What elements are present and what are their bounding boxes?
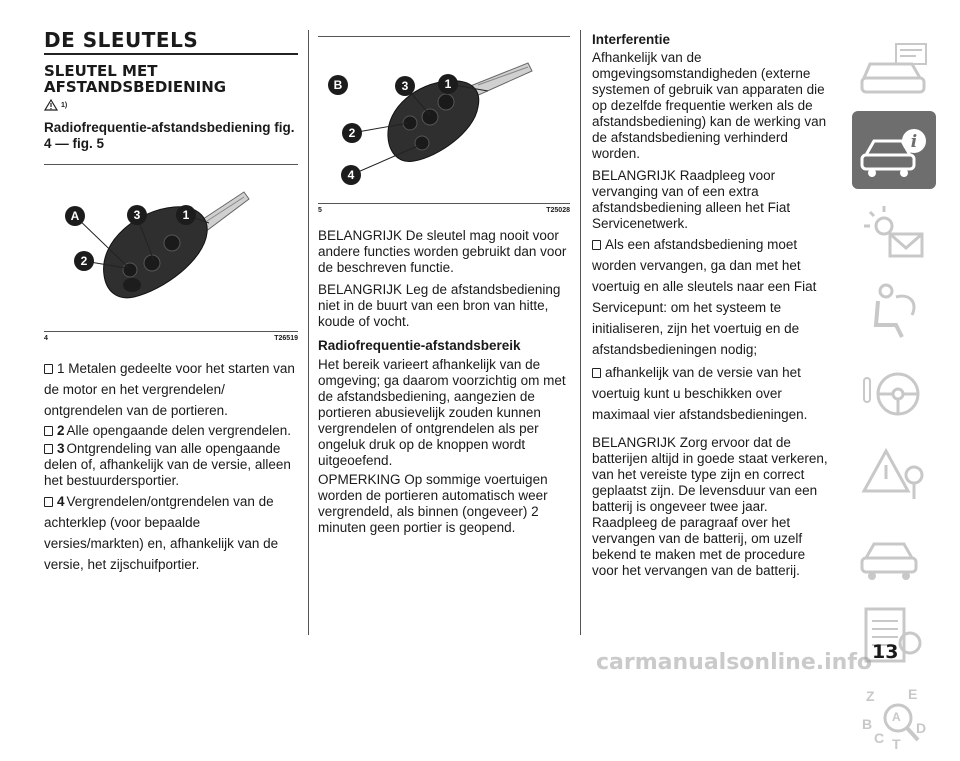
callout-2: 2 [348, 126, 356, 140]
list-item: 3 Ontgrendeling van alle opengaande delen of, afhankelijk van de versie, alleen het bestuurdersportier. [44, 441, 291, 488]
paragraph: BELANGRIJK De sleutel mag nooit voor andere functies worden gebruikt dan voor de beschreven functie. [318, 228, 567, 275]
callout-3: 3 [133, 208, 141, 222]
checkbox-bullet-icon [592, 240, 601, 250]
checkbox-bullet-icon [44, 364, 53, 374]
left-column [44, 30, 298, 575]
car-dashboard-icon [852, 30, 936, 108]
column-divider [580, 30, 581, 635]
page-number: 13 [872, 641, 899, 663]
list-item: 2 Alle opengaande delen vergrendelen. [44, 423, 298, 439]
index-letter: A [892, 710, 901, 724]
index-letter: D [916, 720, 927, 736]
page-title: DE SLEUTELS [44, 28, 199, 52]
airbag-seat-icon [852, 273, 936, 351]
paragraph: OPMERKING Op sommige voertuigen worden de portieren automatisch weer vergrendeld, als binnen (ongeveer) 2 minuten geen portier is geopend. [318, 472, 548, 535]
paragraph: BELANGRIJK Zorg ervoor dat de batterijen altijd in goede staat verkeren, van het vereiste type zijn en correct geplaatst zijn. De levensduur van een batterij is ongeveer twee jaar. Raadpleeg de paragraaf over het vervangen van de batterij, om uzelf bekend te maken met de procedure voor het vervangen van de batterij. [592, 435, 828, 578]
callout-2: 2 [80, 254, 88, 268]
checkbox-bullet-icon [592, 368, 601, 378]
list-item: 4 Vergrendelen/ontgrendelen van de achterklep (voor bepaalde versies/markten) en, afhankelijk van de versie, het zijschuifportier. [44, 494, 279, 572]
figure-caption [44, 332, 298, 342]
section-heading: Radiofrequentie-afstandsbediening fig. 4 — fig. 5 [44, 120, 295, 151]
paragraph: BELANGRIJK Raadpleeg voor vervanging van of een extra afstandsbediening alleen het Fiat Servicenetwerk. [592, 168, 791, 231]
paragraph: Het bereik varieert afhankelijk van de omgeving; ga daarom voorzichtig om met de afstandsbediening, aangezien de portieren abusievelijk zouden kunnen vergrendelen of ontgrendelen als per ongeluk druk op de knoppen wordt uitgeoefend. [318, 357, 566, 468]
sidebar-item-maintenance[interactable] [852, 516, 936, 594]
warning-ref-number: 1) [61, 101, 68, 109]
middle-column [318, 30, 570, 536]
car-info-icon [852, 111, 936, 189]
index-letter: B [862, 716, 873, 732]
title-rule [44, 53, 298, 55]
svg-text:i: i [910, 132, 918, 152]
car-service-icon [852, 516, 936, 594]
sidebar-item-emergency[interactable] [852, 435, 936, 513]
index-letter: E [908, 686, 918, 702]
section-subtitle: SLEUTEL MET AFSTANDSBEDIENING [44, 62, 227, 96]
right-column [592, 30, 828, 579]
warning-reference [44, 98, 298, 112]
column-divider [308, 30, 309, 635]
callout-A: A [70, 209, 80, 223]
callout-1: 1 [182, 208, 190, 222]
warning-lights-icon [852, 192, 936, 270]
callout-3: 3 [401, 79, 409, 93]
figure-code: T26519 [274, 335, 298, 342]
sidebar-item-car-info[interactable] [852, 111, 936, 189]
figure-4 [44, 165, 298, 331]
warning-triangle-icon [44, 99, 58, 111]
callout-1: 1 [444, 77, 452, 91]
paragraph: BELANGRIJK Leg de afstandsbediening niet in de buurt van een bron van hitte, koude of vocht. [318, 282, 561, 329]
index-letter: Z [866, 688, 875, 704]
sidebar-item-warning-lights[interactable] [852, 192, 936, 270]
sidebar-item-safety[interactable] [852, 273, 936, 351]
figure-5 [318, 37, 570, 203]
section-heading: Interferentie [592, 32, 671, 47]
steering-wheel-icon [852, 354, 936, 432]
key-illustration [44, 165, 298, 331]
sidebar-item-dashboard[interactable] [852, 30, 936, 108]
callout-4: 4 [347, 168, 355, 182]
checkbox-bullet-icon [44, 444, 53, 454]
figure-caption [318, 204, 570, 214]
list-item: afhankelijk van de versie van het voertuig kunt u beschikken over maximaal vier afstandsbedieningen. [592, 365, 808, 422]
paragraph: Afhankelijk van de omgevingsomstandigheden (externe systemen of gebruik van apparaten die op dezelfde frequentie werken als de afstandsbediening) kan de werking van de afstandsbediening verhinderd worden. [592, 50, 827, 161]
sidebar-item-driving[interactable] [852, 354, 936, 432]
list-item: Als een afstandsbediening moet worden vervangen, ga dan met het voertuig en alle sleutels naar een Fiat Servicepunt: om het systeem te initialiseren, zijn het voertuig en de afstandsbedieningen nodig; [592, 237, 817, 357]
callout-B: B [333, 78, 343, 92]
figure-code: T25028 [546, 207, 570, 214]
checkbox-bullet-icon [44, 497, 53, 507]
watermark: carmanualsonline.info [596, 650, 872, 675]
road-warning-icon [852, 435, 936, 513]
key-button-list [44, 358, 298, 575]
checkbox-bullet-icon [44, 426, 53, 436]
figure-number: 4 [44, 335, 48, 342]
index-letter: C [874, 730, 885, 746]
sidebar-item-index[interactable] [852, 678, 936, 756]
section-heading: Radiofrequentie-afstandsbereik [318, 338, 521, 353]
index-letter: T [892, 736, 901, 752]
list-item: 1 Metalen gedeelte voor het starten van de motor en het vergrendelen/ ontgrendelen van de portieren. [44, 361, 295, 418]
figure-number: 5 [318, 207, 322, 214]
